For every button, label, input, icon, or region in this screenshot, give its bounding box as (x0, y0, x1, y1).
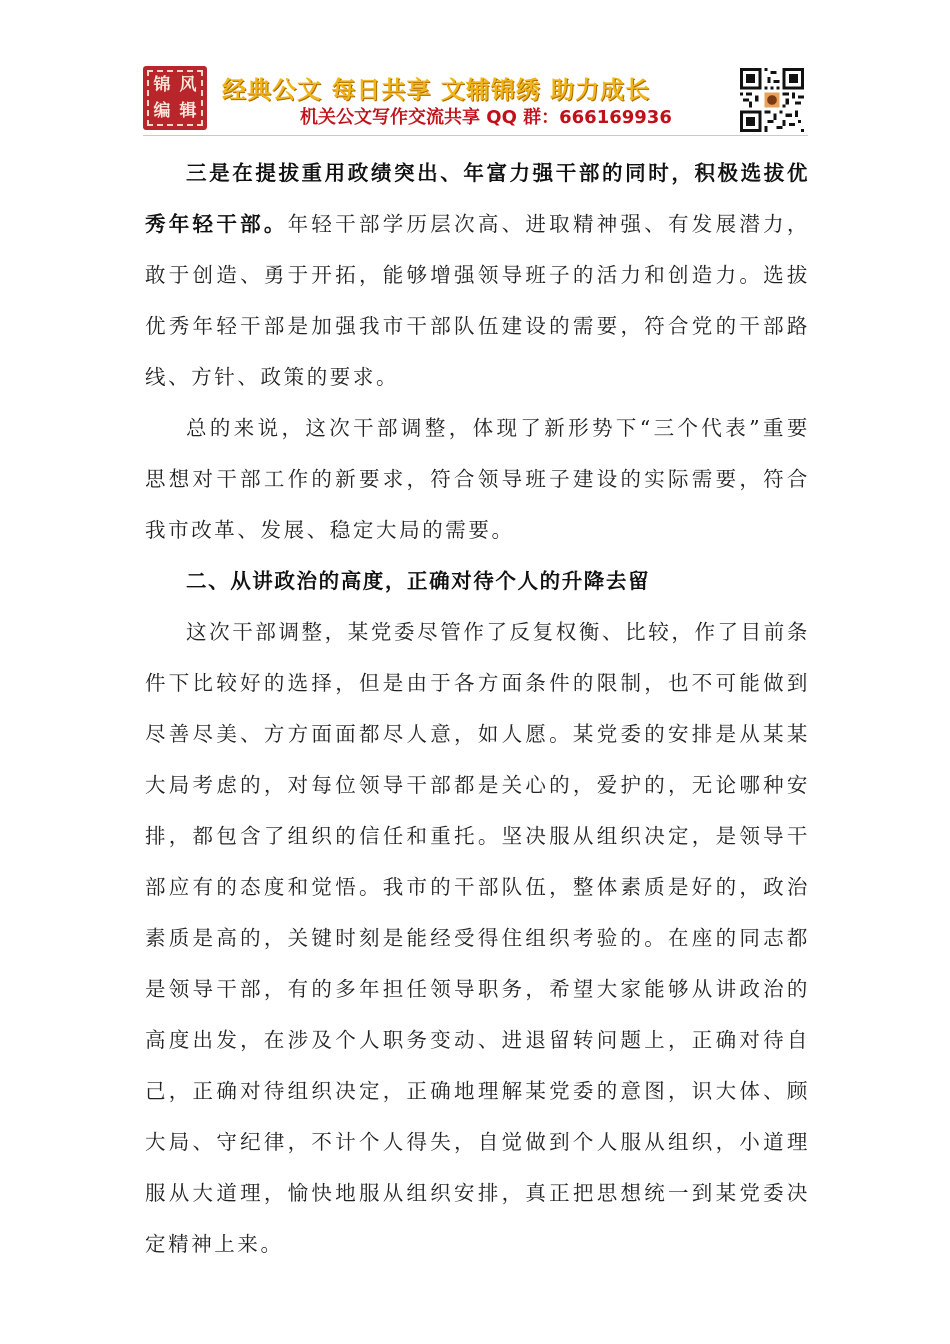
paragraph-attitude: 这次干部调整，某党委尽管作了反复权衡、比较，作了目前条件下比较好的选择，但是由于各方面条件的限制，也不可能做到尽善尽美、方方面面都尽人意，如人愿。某党委的安排是从某某大局考虑的，对每位领导干部都是关心的，爱护的，无论哪种安排，都包含了组织的信任和重托。坚决服从组织决定，是领导干部应有的态度和觉悟。我市的干部队伍，整体素质是好的，政治素质是高的，关键时刻是能经受得住组织考验的。在座的同志都是领导干部，有的多年担任领导职务，希望大家能够从讲政治的高度出发，在涉及个人职务变动、进退留转问题上，正确对待自己，正确对待组织决定，正确地理解某党委的意图，识大体、顾大局、守纪律，不计个人得失，自觉做到个人服从组织，小道理服从大道理，愉快地服从组织安排，真正把思想统一到某党委决定精神上来。 (145, 620, 810, 1256)
header-qq-line: 机关公文写作交流共享 QQ 群：666169936 (300, 107, 672, 128)
logo-char: 风 (179, 74, 197, 95)
document-body (145, 148, 810, 1270)
logo-char: 编 (153, 100, 171, 121)
logo-char: 锦 (153, 74, 171, 95)
logo-char: 辑 (179, 100, 197, 121)
logo-seal-frame (147, 70, 203, 126)
header-slogan: 经典公文 每日共享 文辅锦绣 助力成长 (222, 76, 651, 104)
paragraph-young-cadres (145, 148, 810, 403)
paragraph-summary: 总的来说，这次干部调整，体现了新形势下“三个代表”重要思想对干部工作的新要求，符合领导班子建设的实际需要，符合我市改革、发展、稳定大局的需要。 (145, 416, 810, 542)
qr-code-icon (740, 68, 804, 132)
paragraph-lead-bold: 三是在提拔重用政绩突出、年富力强干部的同时，积极选拔优秀年轻干部。 (145, 161, 810, 236)
section-heading-2: 二、从讲政治的高度，正确对待个人的升降去留 (186, 569, 651, 593)
header-divider (143, 135, 808, 136)
page-header (0, 0, 950, 140)
paragraph-text: 年轻干部学历层次高、进取精神强、有发展潜力，敢于创造、勇于开拓，能够增强领导班子的活力和创造力。选拔优秀年轻干部是加强我市干部队伍建设的需要，符合党的干部路线、方针、政策的要求。 (145, 212, 811, 389)
logo-seal (143, 66, 207, 130)
